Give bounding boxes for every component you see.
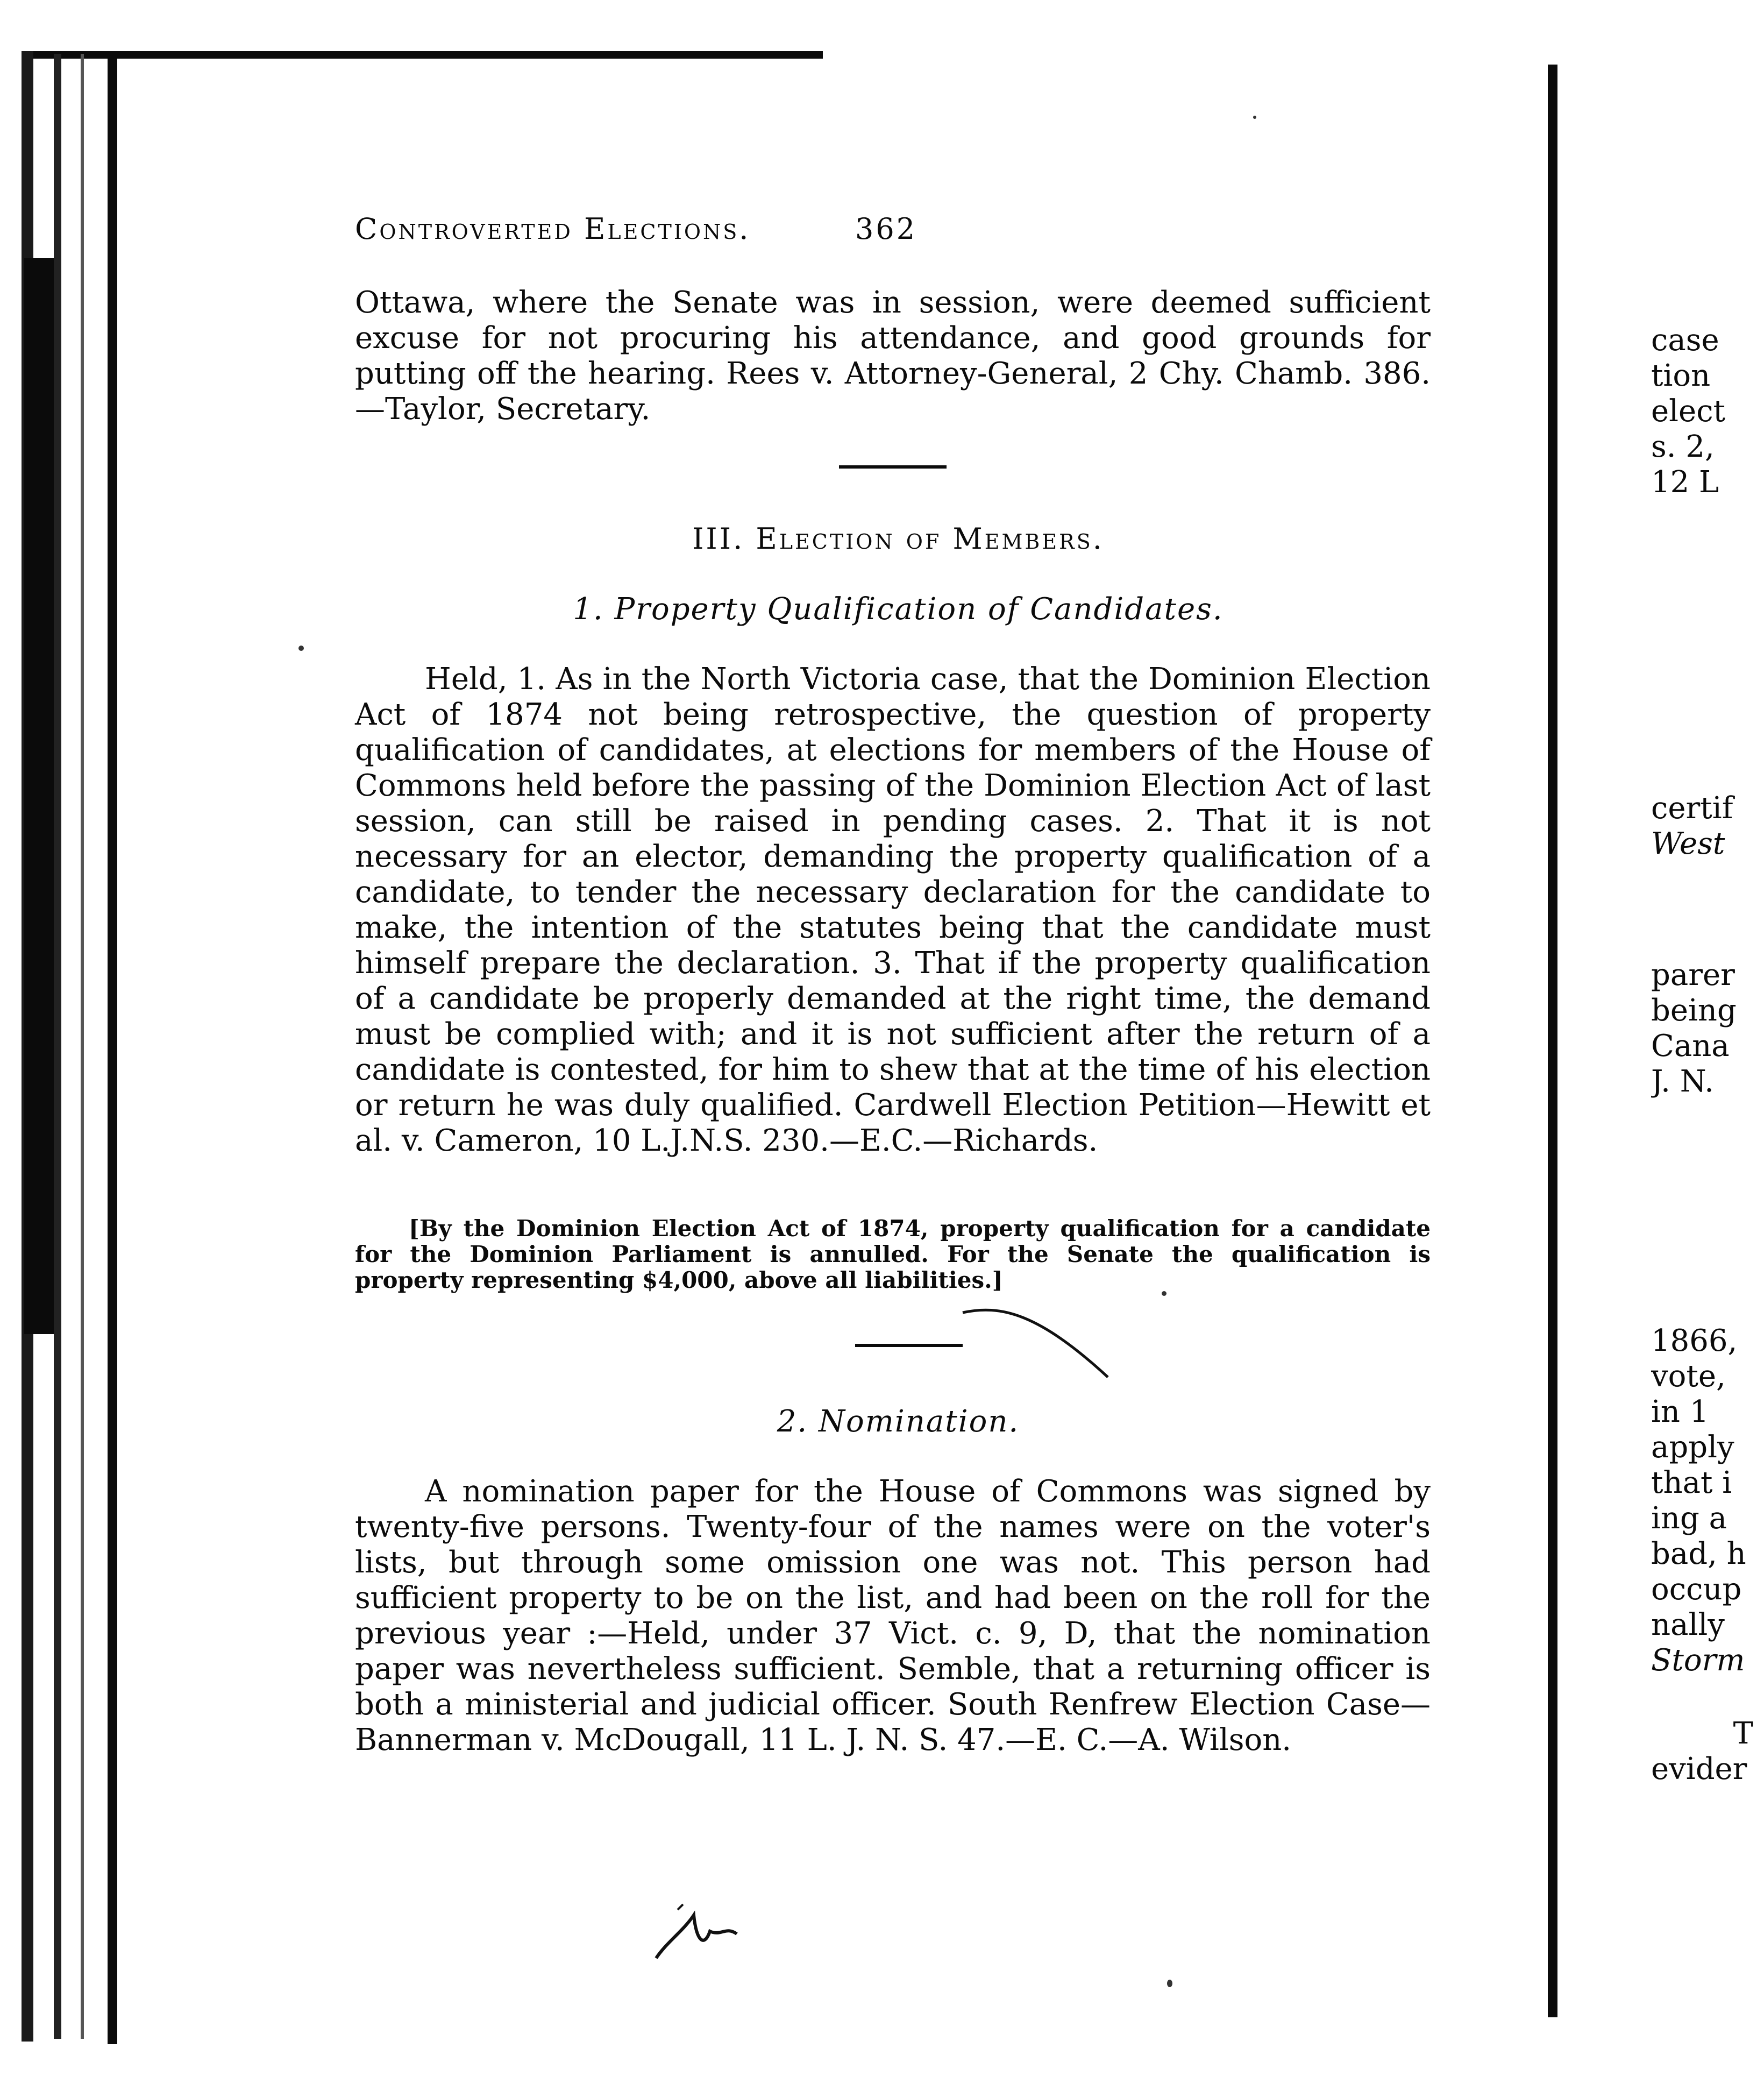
adjacent-line: 1866, <box>1651 1323 1738 1358</box>
binding-edge-left-mid <box>54 54 61 2039</box>
binding-edge-left-inner <box>108 54 117 2044</box>
scan-speck <box>1253 116 1256 119</box>
scan-speck <box>1162 1291 1166 1296</box>
adjacent-line: J. N. <box>1651 1064 1714 1099</box>
adjacent-line: occup <box>1651 1572 1742 1607</box>
adjacent-line: West <box>1651 826 1725 861</box>
binding-edge-top <box>22 51 823 59</box>
adjacent-line: nally <box>1651 1607 1725 1642</box>
adjacent-line: T <box>1733 1716 1753 1751</box>
adjacent-line: apply <box>1651 1430 1734 1465</box>
adjacent-page-column-2 <box>1651 791 1759 862</box>
adjacent-line: elect <box>1651 394 1726 429</box>
adjacent-line: that i <box>1651 1465 1732 1500</box>
adjacent-line: Cana <box>1651 1029 1730 1064</box>
binding-edge-left-block <box>24 258 56 1334</box>
adjacent-line: bad, h <box>1651 1536 1746 1571</box>
adjacent-line: being <box>1651 993 1737 1028</box>
handwritten-scribble <box>645 1899 753 1969</box>
adjacent-line: evider <box>1651 1752 1747 1787</box>
adjacent-line: 12 L <box>1651 465 1719 500</box>
binding-edge-left-thin <box>81 54 84 2039</box>
subsection-heading-2: 2. Nomination. <box>777 1404 1020 1439</box>
adjacent-line: in 1 <box>1651 1394 1709 1429</box>
paragraph-2: Held, 1. As in the North Victoria case, that the Dominion Election Act of 1874 not being retrospective, the question of property qualification of candidates, at elections for members of the House of Commons held before the passing of the Dominion Election Act of last session, can still be raised in pending cases. 2. That it is not necessary for an elector, demanding the property qualification of a candidate, to tender the necessary declaration for the candidate to make, the intention of the statutes being that the candidate must himself prepare the declaration. 3. That if the property qualification of a candidate be properly demanded at the right time, the demand must be complied with; and it is not sufficient after the return of a candidate is contested, for him to shew that at the time of his election or return he was duly qualified. Cardwell Election Petition—Hewitt et al. v. Cameron, 10 L.J.N.S. 230.—E.C.—Richards. <box>355 662 1431 1158</box>
adjacent-page-column-4 <box>1651 1323 1759 1678</box>
adjacent-line: certif <box>1651 791 1733 826</box>
running-head-title: Controverted Elections. <box>355 212 751 246</box>
adjacent-page-column-1 <box>1651 323 1759 500</box>
paragraph-3: A nomination paper for the House of Commons was signed by twenty-five persons. Twenty-four of the names were on the voter's lists, but through some omission one was not. This person had sufficient property to be on the list, and had been on the roll for the previous year :—Held, under 37 Vict. c. 9, D, that the nomination paper was nevertheless sufficient. Semble, that a returning officer is both a ministerial and judicial officer. South Renfrew Election Case—Bannerman v. McDougall, 11 L. J. N. S. 47.—E. C.—A. Wilson. <box>355 1474 1431 1757</box>
pen-stroke-mark <box>957 1302 1119 1388</box>
adjacent-line: parer <box>1651 958 1735 993</box>
page-fold-right <box>1548 65 1557 2017</box>
section-heading: III. Election of Members. <box>692 522 1104 556</box>
adjacent-line: Storm <box>1651 1643 1745 1678</box>
subsection-heading-1: 1. Property Qualification of Candidates. <box>573 592 1224 627</box>
paragraph-1: Ottawa, where the Senate was in session, were deemed sufficient excuse for not procuring his attendance, and good grounds for putting off the hearing. Rees v. Attorney-General, 2 Chy. Chamb. 386.—Taylor, Secretary. <box>355 285 1431 427</box>
adjacent-line: vote, <box>1651 1359 1726 1394</box>
running-head <box>355 204 1441 247</box>
divider-rule-1 <box>839 465 947 469</box>
adjacent-line: ing a <box>1651 1501 1727 1536</box>
divider-rule-2 <box>855 1344 963 1347</box>
scan-speck <box>298 646 304 651</box>
adjacent-line: case <box>1651 323 1719 358</box>
scan-speck <box>1167 1980 1172 1987</box>
adjacent-line: tion <box>1651 358 1711 393</box>
adjacent-page-column-5 <box>1651 1716 1759 1787</box>
adjacent-line: s. 2, <box>1651 429 1715 464</box>
adjacent-page-column-3 <box>1651 958 1759 1100</box>
page-number: 362 <box>855 212 917 246</box>
editor-note: [By the Dominion Election Act of 1874, property qualification for a candidate for the Dominion Parliament is annulled. For the Senate the qualification is property representing $4,000, above all liabilities.] <box>355 1215 1431 1293</box>
